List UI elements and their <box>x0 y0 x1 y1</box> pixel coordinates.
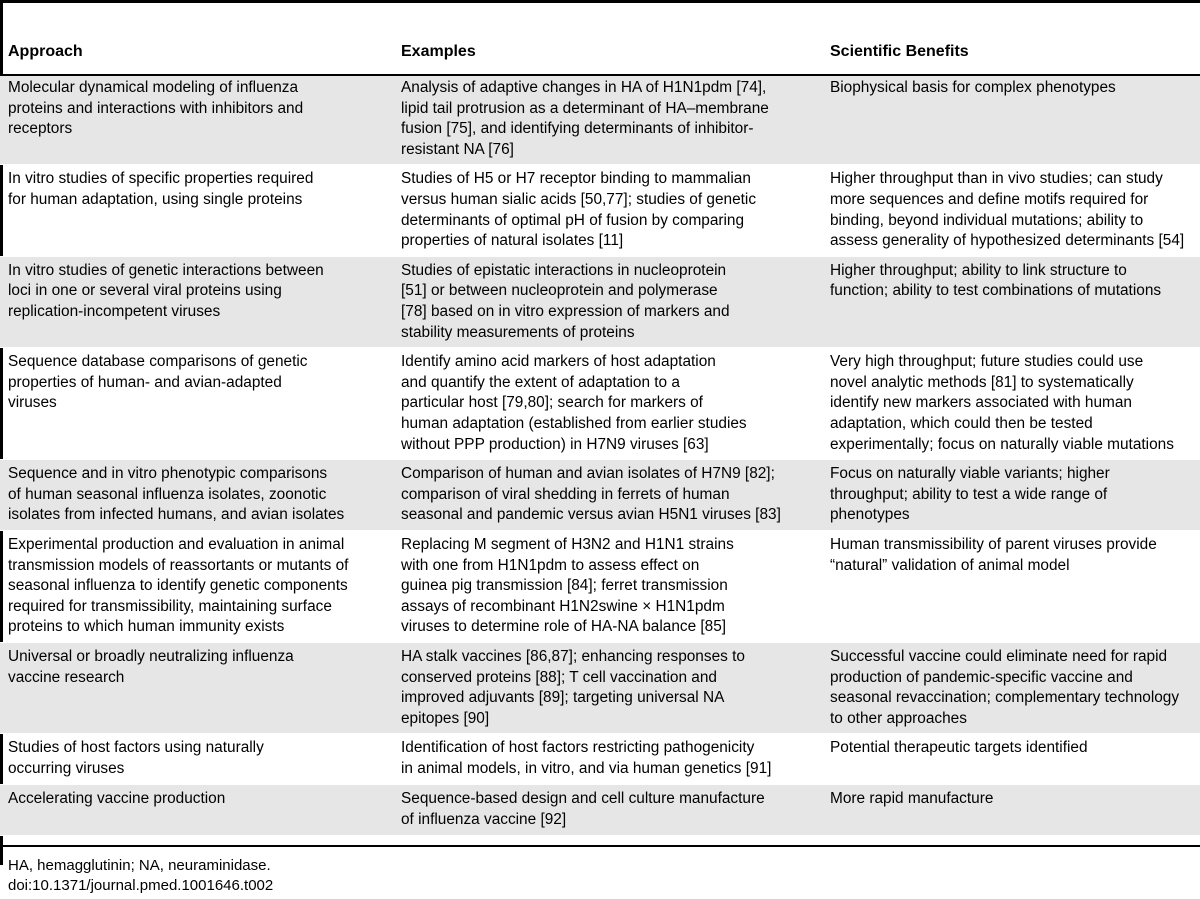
examples-cell: Analysis of adaptive changes in HA of H1N1pdm [74], lipid tail protrusion as a determinant of HA–membrane fusion [75], and identifying determinants of inhibitor- resistant NA [76] <box>400 74 830 165</box>
benefits-cell: Successful vaccine could eliminate need for rapid production of pandemic-specific vaccine and seasonal revaccination; complementary technology to other approaches <box>830 643 1200 734</box>
table-bottom-rule <box>0 845 1200 847</box>
approach-cell: Sequence database comparisons of genetic properties of human- and avian-adapted viruses <box>0 348 400 460</box>
benefits-cell: Focus on naturally viable variants; higher throughput; ability to test a wide range of phenotypes <box>830 460 1200 531</box>
examples-cell: Comparison of human and avian isolates of H7N9 [82]; comparison of viral shedding in ferrets of human seasonal and pandemic versus avian H5N1 viruses [83] <box>400 460 830 531</box>
table-row <box>0 256 1200 347</box>
examples-cell: Studies of epistatic interactions in nucleoprotein [51] or between nucleoprotein and polymerase [78] based on in vitro expression of markers and stability measurements of proteins <box>400 256 830 347</box>
examples-cell: Identification of host factors restricting pathogenicity in animal models, in vitro, and via human genetics [91] <box>400 734 830 785</box>
examples-cell: Sequence-based design and cell culture manufacture of influenza vaccine [92] <box>400 785 830 836</box>
header-rule <box>0 74 1200 76</box>
column-header-scientific-benefits: Scientific Benefits <box>830 43 969 60</box>
approach-cell: In vitro studies of specific properties required for human adaptation, using single proteins <box>0 165 400 256</box>
examples-cell: Studies of H5 or H7 receptor binding to mammalian versus human sialic acids [50,77]; studies of genetic determinants of optimal pH of fusion by comparing properties of natural isolates [11] <box>400 165 830 256</box>
table-header-row <box>0 34 1200 74</box>
table-row <box>0 734 1200 785</box>
approach-cell: In vitro studies of genetic interactions between loci in one or several viral proteins using replication-incompetent viruses <box>0 256 400 347</box>
approach-cell: Studies of host factors using naturally occurring viruses <box>0 734 400 785</box>
examples-cell: Identify amino acid markers of host adaptation and quantify the extent of adaptation to a particular host [79,80]; search for markers of human adaptation (established from earlier studies without PPP production) in H7N9 viruses [63] <box>400 348 830 460</box>
benefits-cell: Higher throughput; ability to link structure to function; ability to test combinations of mutations <box>830 256 1200 347</box>
approach-cell: Sequence and in vitro phenotypic comparisons of human seasonal influenza isolates, zoonotic isolates from infected humans, and avian isolates <box>0 460 400 531</box>
table-row <box>0 531 1200 643</box>
column-header-approach: Approach <box>8 43 83 60</box>
approach-cell: Universal or broadly neutralizing influenza vaccine research <box>0 643 400 734</box>
approach-cell: Molecular dynamical modeling of influenza proteins and interactions with inhibitors and receptors <box>0 74 400 165</box>
table-row <box>0 643 1200 734</box>
table-row <box>0 785 1200 836</box>
table-top-rule <box>0 0 1200 3</box>
benefits-cell: Biophysical basis for complex phenotypes <box>830 74 1200 165</box>
table-row <box>0 348 1200 460</box>
examples-cell: HA stalk vaccines [86,87]; enhancing responses to conserved proteins [88]; T cell vaccination and improved adjuvants [89]; targeting universal NA epitopes [90] <box>400 643 830 734</box>
benefits-cell: Very high throughput; future studies could use novel analytic methods [81] to systematically identify new markers associated with human adaptation, which could then be tested experimentally; focus on naturally viable mutations <box>830 348 1200 460</box>
benefits-cell: Higher throughput than in vivo studies; can study more sequences and define motifs required for binding, beyond individual mutations; ability to assess generality of hypothesized determinants [54] <box>830 165 1200 256</box>
approaches-table <box>0 34 1200 836</box>
table-footnote <box>8 856 273 896</box>
abbreviations-note: HA, hemagglutinin; NA, neuraminidase. <box>8 857 271 874</box>
column-header-examples: Examples <box>401 43 476 60</box>
approach-cell: Experimental production and evaluation in animal transmission models of reassortants or mutants of seasonal influenza to identify genetic components required for transmissibility, maintaining surface proteins to which human immunity exists <box>0 531 400 643</box>
table-row <box>0 460 1200 531</box>
table-row <box>0 74 1200 165</box>
table-row <box>0 165 1200 256</box>
doi-text: doi:10.1371/journal.pmed.1001646.t002 <box>8 877 274 894</box>
benefits-cell: Human transmissibility of parent viruses provide “natural” validation of animal model <box>830 531 1200 643</box>
benefits-cell: More rapid manufacture <box>830 785 1200 836</box>
benefits-cell: Potential therapeutic targets identified <box>830 734 1200 785</box>
approach-cell: Accelerating vaccine production <box>0 785 400 836</box>
examples-cell: Replacing M segment of H3N2 and H1N1 strains with one from H1N1pdm to assess effect on guinea pig transmission [84]; ferret transmission assays of recombinant H1N2swine × H1N1pdm viruses to determine role of HA-NA balance [85] <box>400 531 830 643</box>
